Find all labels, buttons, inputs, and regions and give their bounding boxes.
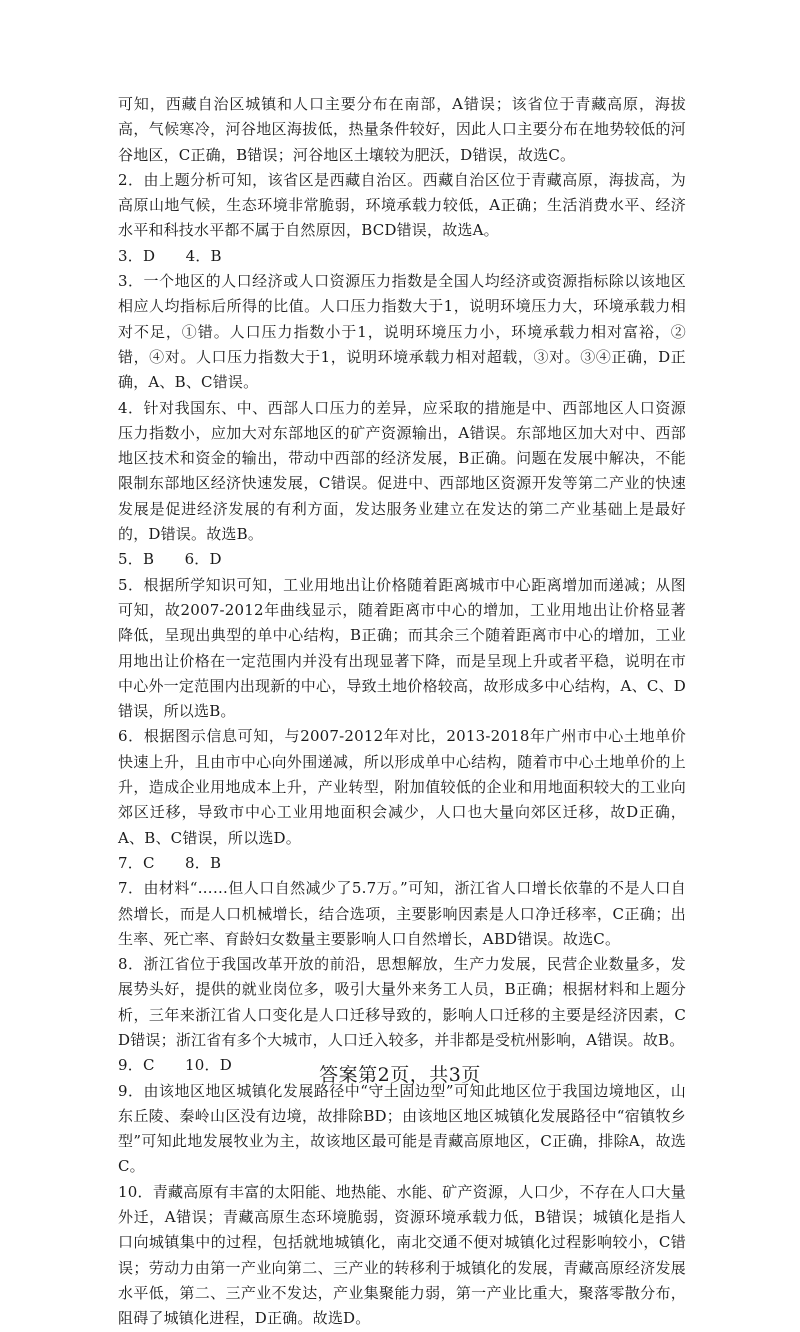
answer-paragraph: 7．由材料“……但人口自然减少了5.7万。”可知，浙江省人口增长依靠的不是人口自然增长，而是人口机械增长，结合选项，主要影响因素是人口净迁移率，C正确；出生率、死亡率、育龄妇女数量主要影响人口自然增长，ABD错误。故选C。 <box>118 879 686 948</box>
answer-content <box>118 92 686 1332</box>
answer-paragraph: 6．根据图示信息可知，与2007-2012年对比，2013-2018年广州市中心土地单价快速上升，且由市中心向外围递减，所以形成单中心结构，随着市中心土地单价的上升，造成企业用地成本上升，产业转型，附加值较低的企业和用地面积较大的工业向郊区迁移，导致市中心工业用地面积会减少，人口也大量向郊区迁移，故D正确，A、B、C错误，所以选D。 <box>118 727 686 847</box>
answer-paragraph: 可知，西藏自治区城镇和人口主要分布在南部，A错误；该省位于青藏高原，海拔高，气候寒冷，河谷地区海拔低，热量条件较好，因此人口主要分布在地势较低的河谷地区，C正确，B错误；河谷地区土壤较为肥沃，D错误，故选C。 <box>118 95 686 164</box>
answer-paragraph: 5．根据所学知识可知，工业用地出让价格随着距离城市中心距离增加而递减；从图可知，故2007-2012年曲线显示，随着距离市中心的增加，工业用地出让价格显著降低，呈现出典型的单中心结构，B正确；而其余三个随着距离市中心的增加，工业用地出让价格在一定范围内并没有出现显著下降，而是呈现上升或者平稳，说明在市中心外一定范围内出现新的中心，导致土地价格较高，故形成多中心结构，A、C、D错误，所以选B。 <box>118 575 686 721</box>
answer-paragraph: 4．针对我国东、中、西部人口压力的差异，应采取的措施是中、西部地区人口资源压力指数小，应加大对东部地区的矿产资源输出，A错误。东部地区加大对中、西部地区技术和资金的输出，带动中西部的经济发展，B正确。问题在发展中解决，不能限制东部地区经济快速发展，C错误。促进中、西部地区资源开发等第二产业的快速发展是促进经济发展的有利方面，发达服务业建立在发达的第二产业基础上是最好的，D错误。故选B。 <box>118 398 686 544</box>
answer-paragraph: 2．由上题分析可知，该省区是西藏自治区。西藏自治区位于青藏高原，海拔高，为高原山地气候，生态环境非常脆弱，环境承载力较低，A正确；生活消费水平、经济水平和科技水平都不属于自然原因，BCD错误，故选A。 <box>118 170 686 240</box>
answer-key-line: 5．B 6．D <box>118 550 222 569</box>
answer-paragraph: 10．青藏高原有丰富的太阳能、地热能、水能、矿产资源，人口少，不存在人口大量外迁，A错误；青藏高原生态环境脆弱，资源环境承载力低，B错误；城镇化是指人口向城镇集中的过程，包括就地城镇化，南北交通不便对城镇化过程影响较小，C错误；劳动力由第一产业向第二、三产业的转移利于城镇化的发展，青藏高原经济发展水平低，第二、三产业不发达，产业集聚能力弱，第一产业比重大，聚落零散分布，阻碍了城镇化进程，D正确。故选D。 <box>118 1182 686 1328</box>
answer-key-line: 3．D 4．B <box>118 246 222 265</box>
answer-paragraph: 3．一个地区的人口经济或人口资源压力指数是全国人均经济或资源指标除以该地区相应人均指标后所得的比值。人口压力指数大于1，说明环境压力大，环境承载力相对不足，①错。人口压力指数小于1，说明环境压力小，环境承载力相对富裕，②错，④对。人口压力指数大于1，说明环境承载力相对超载，③对。③④正确，D正确，A、B、C错误。 <box>118 272 686 392</box>
answer-paragraph: 8．浙江省位于我国改革开放的前沿，思想解放，生产力发展，民营企业数量多，发展势头好，提供的就业岗位多，吸引大量外来务工人员，B正确；根据材料和上题分析，三年来浙江省人口变化是人口迁移导致的，影响人口迁移的主要是经济因素，CD错误；浙江省有多个大城市，人口迁入较多，并非都是受杭州影响，A错误。故B。 <box>118 955 686 1049</box>
answer-key-line: 9．C 10．D <box>118 1056 232 1075</box>
page-number-footer: 答案第2页，共3页 <box>319 1064 481 1086</box>
answer-key-line: 7．C 8．B <box>118 853 222 872</box>
answer-paragraph: 9．由该地区地区城镇化发展路径中“守土固边型”可知此地区位于我国边境地区，山东丘陵、秦岭山区没有边境，故排除BD；由该地区地区城镇化发展路径中“宿镇牧乡型”可知此地发展牧业为主，故该地区最可能是青藏高原地区，C正确，排除A，故选C。 <box>118 1081 686 1176</box>
